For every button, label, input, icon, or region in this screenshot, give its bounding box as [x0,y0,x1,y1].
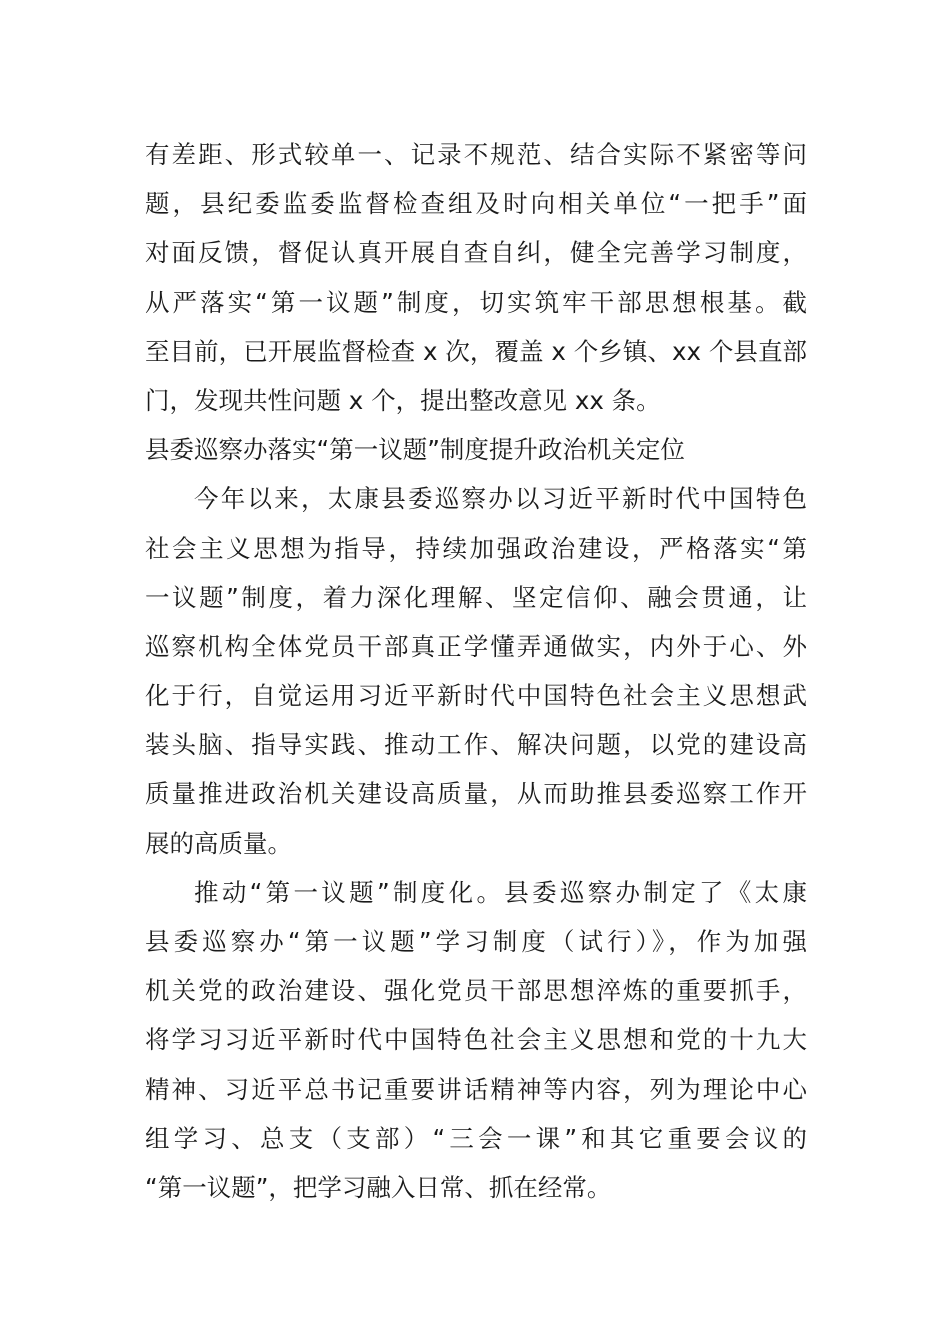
text-line: 至目前，已开展监督检查 x 次，覆盖 x 个乡镇、xx 个县直部 [145,336,807,366]
text-line: 巡察机构全体党员干部真正学懂弄通做实，内外于心、外 [145,631,807,661]
text-line: “第一议题”，把学习融入日常、抓在经常。 [145,1172,612,1202]
text-line: 对面反馈，督促认真开展自查自纠，健全完善学习制度， [145,238,807,268]
paragraph-institutionalize [145,868,807,1212]
section-heading: 县委巡察办落实“第一议题”制度提升政治机关定位 [145,435,685,465]
text-line: 组学习、总支（支部）“三会一课”和其它重要会议的 [145,1123,807,1153]
text-line: 县委巡察办“第一议题”学习制度（试行）》，作为加强 [145,927,807,956]
text-line: 推动“第一议题”制度化。县委巡察办制定了《太康 [194,877,807,907]
text-line: 从严落实“第一议题”制度，切实筑牢干部思想根基。截 [145,287,807,317]
text-line: 有差距、形式较单一、记录不规范、结合实际不紧密等问 [145,140,807,169]
text-line: 精神、习近平总书记重要讲话精神等内容，列为理论中心 [145,1074,807,1104]
text-line: 社会主义思想为指导，持续加强政治建设，严格落实“第 [145,533,807,563]
text-line: 装头脑、指导实践、推动工作、解决问题，以党的建设高 [145,730,807,760]
continuation-paragraph [145,130,807,425]
text-line: 将学习习近平新时代中国特色社会主义思想和党的十九大 [145,1025,807,1055]
text-line: 一议题”制度，着力深化理解、坚定信仰、融会贯通，让 [145,582,807,612]
text-line: 机关党的政治建设、强化党员干部思想淬炼的重要抓手， [145,976,807,1006]
document-body [145,130,807,1212]
text-line: 今年以来，太康县委巡察办以习近平新时代中国特色 [194,484,807,514]
text-line: 化于行，自觉运用习近平新时代中国特色社会主义思想武 [145,681,807,711]
text-line: 题，县纪委监委监督检查组及时向相关单位“一把手”面 [145,189,807,219]
text-line: 展的高质量。 [145,828,292,858]
text-line: 门，发现共性问题 x 个，提出整改意见 xx 条。 [145,385,661,415]
paragraph-intro [145,474,807,868]
text-line: 质量推进政治机关建设高质量，从而助推县委巡察工作开 [145,779,807,809]
